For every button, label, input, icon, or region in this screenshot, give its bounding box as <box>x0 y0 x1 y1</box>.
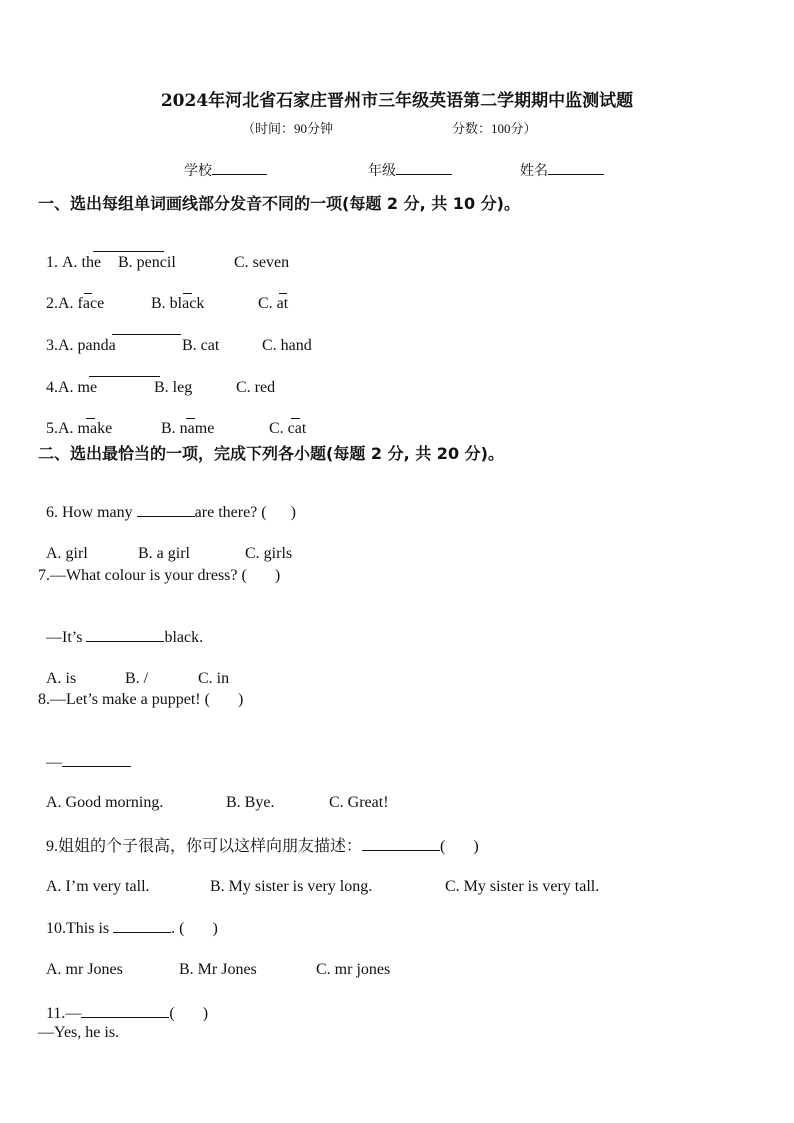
question-2 <box>38 274 288 314</box>
underline-mark <box>279 293 287 294</box>
question-stem: 11.— <box>46 1005 82 1022</box>
option-c: C. mr jones <box>316 961 391 978</box>
question-stem-end: ( ) <box>169 1005 209 1022</box>
reply-text-end: black. <box>164 629 204 646</box>
option-b: B. My sister is very long. <box>210 878 373 895</box>
question-3 <box>38 316 312 356</box>
question-stem-end: are there? ( ) <box>194 504 296 521</box>
option-a: A. Good morning. <box>46 794 164 811</box>
answer-blank <box>86 627 164 642</box>
question-8-options <box>38 773 389 813</box>
question-5 <box>38 399 306 439</box>
option-b: B. / <box>125 670 149 687</box>
question-number: 2. <box>46 295 58 312</box>
school-label: 学校 <box>184 164 212 179</box>
question-8: 8.—Let’s make a puppet! ( ) <box>38 691 244 708</box>
question-number: 5. <box>46 420 58 437</box>
answer-blank <box>362 836 440 851</box>
option-b: B. Bye. <box>226 794 275 811</box>
option-c: C. red <box>236 379 276 396</box>
question-number: 1. <box>46 254 62 271</box>
answer-blank <box>113 918 171 933</box>
question-9 <box>38 816 479 857</box>
grade-blank <box>396 160 452 175</box>
underline-mark <box>86 418 95 419</box>
question-6-options <box>38 524 292 564</box>
option-c: C. in <box>198 670 230 687</box>
exam-score: 分数：100分） <box>452 121 537 136</box>
option-c: C. My sister is very tall. <box>445 878 600 895</box>
answer-blank <box>62 752 131 767</box>
underline-mark <box>89 376 160 377</box>
question-stem: 6. How many <box>46 504 137 521</box>
question-4 <box>38 358 275 398</box>
option-a: A. girl <box>46 545 88 562</box>
page-title: 2024年河北省石家庄晋州市三年级英语第二学期期中监测试题 <box>160 91 634 111</box>
question-stem-end: ( ) <box>440 838 479 855</box>
question-9-options <box>38 857 599 897</box>
exam-time: （时间：90分钟 <box>242 121 334 136</box>
option-b: B. Mr Jones <box>179 961 257 978</box>
question-6 <box>38 482 296 523</box>
option-a: A. mr Jones <box>46 961 123 978</box>
option-a: A. is <box>46 670 77 687</box>
question-stem: 10.This is <box>46 920 114 937</box>
option-a: A. panda <box>58 337 116 354</box>
option-c: C. girls <box>245 545 293 562</box>
section-2-heading: 二、选出最恰当的一项，完成下列各小题(每题 2 分, 共 20 分)。 <box>38 444 504 463</box>
option-b: B. black <box>151 295 205 312</box>
question-11 <box>38 983 208 1024</box>
question-10 <box>38 898 218 939</box>
underline-mark <box>183 293 192 294</box>
option-b: B. pencil <box>118 254 176 271</box>
answer-blank <box>81 1003 169 1018</box>
underline-mark <box>186 418 195 419</box>
name-field <box>520 160 604 180</box>
option-a: A. I’m very tall. <box>46 878 150 895</box>
name-blank <box>548 160 604 175</box>
grade-label: 年级 <box>368 164 396 179</box>
grade-field <box>368 160 452 180</box>
option-c: C. cat <box>269 420 307 437</box>
section-1-heading: 一、选出每组单词画线部分发音不同的一项(每题 2 分, 共 10 分)。 <box>38 194 520 213</box>
question-number: 3. <box>46 337 58 354</box>
option-a: A. the <box>62 254 102 271</box>
school-blank <box>212 160 267 175</box>
answer-blank <box>137 502 195 517</box>
question-7: 7.—What colour is your dress? ( ) <box>38 567 281 584</box>
name-label: 姓名 <box>520 164 548 179</box>
option-b: B. leg <box>154 379 193 396</box>
reply-text: — <box>46 754 62 771</box>
option-c: C. hand <box>262 337 312 354</box>
question-7-options <box>38 649 229 689</box>
underline-mark <box>112 334 181 335</box>
question-number: 4. <box>46 379 58 396</box>
underline-mark <box>84 293 92 294</box>
option-b: B. a girl <box>138 545 190 562</box>
question-stem-end: . ( ) <box>171 920 218 937</box>
option-c: C. at <box>258 295 289 312</box>
option-a: A. face <box>58 295 105 312</box>
question-11-reply: —Yes, he is. <box>38 1024 120 1041</box>
option-a: A. me <box>58 379 98 396</box>
question-1 <box>38 233 289 273</box>
underline-mark <box>291 418 300 419</box>
option-b: B. cat <box>182 337 220 354</box>
reply-text: —It’s <box>46 629 87 646</box>
school-field <box>184 160 267 180</box>
underline-mark <box>93 251 164 252</box>
option-c: C. seven <box>234 254 290 271</box>
question-7-reply <box>38 607 203 648</box>
question-stem: 9.姐姐的个子很高，你可以这样向朋友描述： <box>46 838 363 855</box>
question-8-reply <box>38 732 131 773</box>
question-10-options <box>38 940 390 980</box>
option-a: A. make <box>58 420 113 437</box>
option-c: C. Great! <box>329 794 389 811</box>
option-b: B. name <box>161 420 215 437</box>
